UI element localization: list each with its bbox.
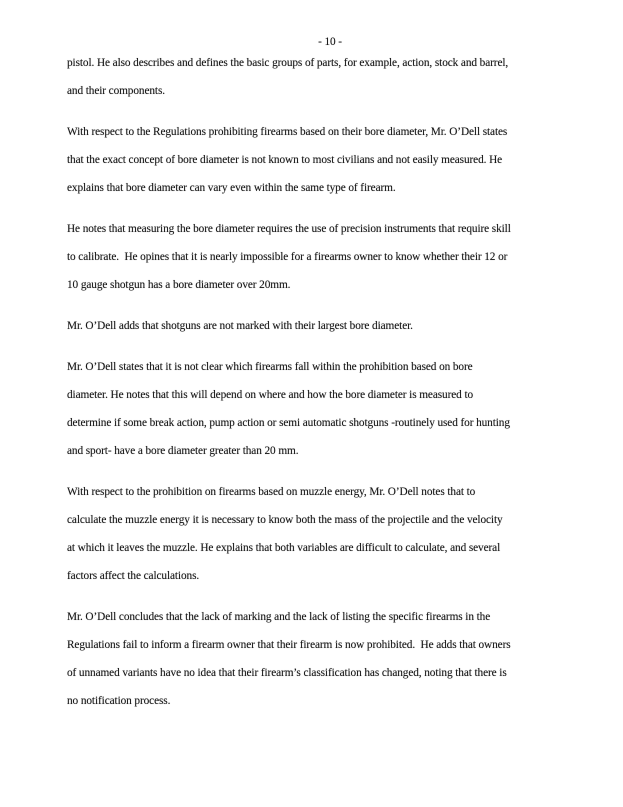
text-line: With respect to the prohibition on firearms based on muzzle energy, Mr. O’Dell notes that to <box>67 486 476 498</box>
text-line: Mr. O’Dell states that it is not clear which firearms fall within the prohibition based on bore <box>67 361 473 373</box>
page-number: - 10 - <box>318 36 342 48</box>
text-line: pistol. He also describes and defines the basic groups of parts, for example, action, stock and barrel, <box>67 57 509 69</box>
paragraph-7 <box>67 603 565 715</box>
text-line: With respect to the Regulations prohibiting firearms based on their bore diameter, Mr. O’Dell states <box>67 126 508 138</box>
paragraph-1 <box>67 49 565 105</box>
paragraph-5 <box>67 353 565 465</box>
text-line: Mr. O’Dell concludes that the lack of marking and the lack of listing the specific firearms in the <box>67 611 491 623</box>
paragraph-6 <box>67 478 565 590</box>
text-line: calculate the muzzle energy it is necessary to know both the mass of the projectile and the velocity <box>67 514 503 526</box>
text-line: that the exact concept of bore diameter is not known to most civilians and not easily measured. He <box>67 154 503 166</box>
paragraph-4 <box>67 312 565 340</box>
text-line: explains that bore diameter can vary even within the same type of firearm. <box>67 182 396 194</box>
text-line: diameter. He notes that this will depend on where and how the bore diameter is measured to <box>67 389 474 401</box>
text-line: Regulations fail to inform a firearm owner that their firearm is now prohibited. He adds that owners <box>67 639 511 651</box>
text-line: Mr. O’Dell adds that shotguns are not marked with their largest bore diameter. <box>67 320 413 332</box>
text-line: to calibrate. He opines that it is nearly impossible for a firearms owner to know whether their 12 or <box>67 251 508 263</box>
text-line: and their components. <box>67 85 165 97</box>
text-line: 10 gauge shotgun has a bore diameter over 20mm. <box>67 279 291 291</box>
text-line: and sport- have a bore diameter greater than 20 mm. <box>67 445 299 457</box>
document-body <box>67 49 565 715</box>
text-line: He notes that measuring the bore diameter requires the use of precision instruments that require skill <box>67 223 511 235</box>
text-line: determine if some break action, pump action or semi automatic shotguns -routinely used for hunting <box>67 417 510 429</box>
text-line: factors affect the calculations. <box>67 570 200 582</box>
paragraph-3 <box>67 215 565 299</box>
text-line: of unnamed variants have no idea that their firearm’s classification has changed, noting that there is <box>67 667 507 679</box>
paragraph-2 <box>67 118 565 202</box>
text-line: no notification process. <box>67 695 171 707</box>
text-line: at which it leaves the muzzle. He explains that both variables are difficult to calculate, and several <box>67 542 501 554</box>
